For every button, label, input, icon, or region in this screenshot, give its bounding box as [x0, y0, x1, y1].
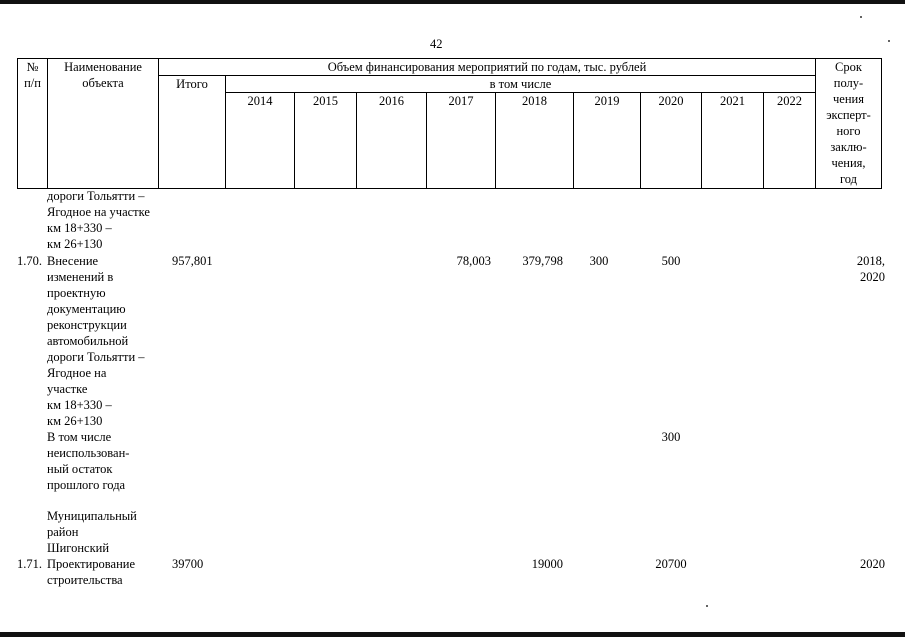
term-value: 2020	[860, 557, 885, 571]
term-line: 2018,	[856, 254, 885, 268]
header-year: 2017	[427, 93, 496, 189]
value-2018: 379,798	[522, 254, 563, 268]
header-financing: Объем финансирования мероприятий по годам, тыс. рублей	[159, 59, 816, 76]
object-name-line: км 26+130	[47, 237, 103, 251]
object-name	[47, 429, 159, 493]
header-year: 2022	[764, 93, 816, 189]
header-year: 2019	[574, 93, 641, 189]
header-term-line: год	[839, 172, 858, 186]
header-term-line: чения	[833, 92, 864, 106]
scan-bottom-border	[0, 632, 905, 637]
row-number: 1.71.	[17, 557, 42, 571]
object-name-line: участке	[47, 382, 88, 396]
term-value	[807, 253, 885, 285]
object-name-line: автомобильной	[47, 334, 129, 348]
header-term-line: заклю-	[830, 140, 867, 154]
header-term-line: чения,	[831, 156, 866, 170]
district-name-line: Шигонский	[47, 541, 110, 555]
scan-speck	[888, 40, 890, 42]
object-name-line: прошлого года	[47, 478, 126, 492]
object-name-line: Проектирование	[47, 557, 136, 571]
value-2017: 78,003	[456, 254, 491, 268]
district-name-line: Муниципальный	[47, 509, 137, 523]
header-term-line: полу-	[833, 76, 864, 90]
header-name	[48, 59, 159, 189]
object-name-line: изменений в	[47, 270, 114, 284]
scan-speck	[860, 16, 862, 18]
value-2019: 300	[589, 254, 609, 268]
total-value: 39700	[172, 557, 204, 571]
object-name-line: дороги Тольятти –	[47, 189, 145, 203]
object-name-line: реконструкции	[47, 318, 127, 332]
header-including: в том числе	[226, 76, 816, 93]
header-year: 2014	[226, 93, 295, 189]
district-name-line: район	[47, 525, 79, 539]
value-2018: 19000	[531, 557, 563, 571]
table-header	[17, 58, 882, 189]
object-name	[47, 253, 159, 429]
object-name-line: Внесение	[47, 254, 99, 268]
header-year: 2018	[496, 93, 574, 189]
term-line: 2020	[860, 270, 885, 284]
object-name-line: км 18+330 –	[47, 221, 112, 235]
header-name-line: объекта	[82, 76, 124, 90]
value-2020: 500	[661, 254, 681, 268]
object-name	[47, 188, 159, 252]
object-name-line: дороги Тольятти –	[47, 350, 145, 364]
object-name-line: строительства	[47, 573, 123, 587]
header-year: 2015	[295, 93, 357, 189]
object-name-line: ный остаток	[47, 462, 113, 476]
object-name-line: неиспользован-	[47, 446, 130, 460]
header-year: 2020	[641, 93, 702, 189]
page-number: 42	[430, 37, 443, 51]
header-term	[816, 59, 882, 189]
header-number	[18, 59, 48, 189]
header-year: 2021	[702, 93, 764, 189]
scan-speck	[706, 605, 708, 607]
header-total: Итого	[159, 76, 226, 189]
object-name-line: документацию	[47, 302, 126, 316]
header-year: 2016	[357, 93, 427, 189]
header-term-line: Срок	[835, 60, 862, 74]
object-name-line: Ягодное на	[47, 366, 107, 380]
row-number: 1.70.	[17, 254, 42, 268]
header-term-line: ного	[836, 124, 861, 138]
object-name-line: км 18+330 –	[47, 398, 112, 412]
object-name	[47, 556, 159, 588]
scan-top-border	[0, 0, 905, 4]
object-name-line: Ягодное на участке	[47, 205, 150, 219]
value-2020: 300	[661, 430, 681, 444]
object-name-line: км 26+130	[47, 414, 103, 428]
header-number-line: №	[26, 60, 39, 74]
district-name	[47, 508, 159, 556]
object-name-line: В том числе	[47, 430, 112, 444]
header-name-line: Наименование	[64, 60, 142, 74]
total-value: 957,801	[172, 254, 213, 268]
value-2020: 20700	[655, 557, 687, 571]
object-name-line: проектную	[47, 286, 106, 300]
header-number-line: п/п	[24, 76, 41, 90]
header-term-line: эксперт-	[826, 108, 871, 122]
